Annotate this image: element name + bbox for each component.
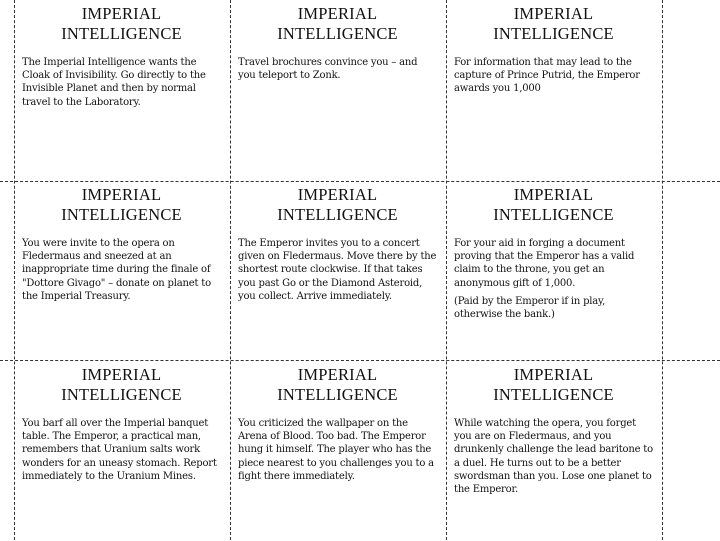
card-body: While watching the opera, you forget you are on Fledermaus, and you drunkenly challenge the lead baritone to a duel. He turns out to be a better swordsman than you. Lose one planet to the Emperor. — [454, 418, 653, 496]
card-title — [454, 185, 653, 225]
card-3 — [447, 0, 662, 180]
card-title-line1: IMPERIAL — [81, 185, 162, 204]
card-title-line2: INTELLIGENCE — [61, 205, 182, 224]
card-4 — [15, 181, 230, 361]
card-8 — [231, 361, 446, 541]
card-body: For information that may lead to the capture of Prince Putrid, the Emperor awards you 1,000 — [454, 57, 640, 95]
card-body: You criticized the wallpaper on the Arena of Blood. Too bad. The Emperor hung it himself. The player who has the piece nearest to you challenges you to a fight there immediately. — [238, 418, 434, 482]
card-title — [454, 4, 653, 44]
card-title — [454, 365, 653, 405]
card-title-line2: INTELLIGENCE — [493, 385, 614, 404]
card-1 — [15, 0, 230, 180]
card-title — [22, 4, 221, 44]
card-title-line1: IMPERIAL — [81, 365, 162, 384]
card-title-line1: IMPERIAL — [81, 4, 162, 23]
card-body: The Imperial Intelligence wants the Cloak of Invisibility. Go directly to the Invisible Planet and then by normal travel to the Laboratory. — [22, 57, 206, 108]
card-title-line1: IMPERIAL — [513, 4, 594, 23]
card-9 — [447, 361, 662, 541]
card-title — [238, 185, 437, 225]
card-title-line1: IMPERIAL — [297, 185, 378, 204]
card-body: You barf all over the Imperial banquet table. The Emperor, a practical man, remembers that Uranium salts work wonders for an uneasy stomach. Report immediately to the Uranium Mines. — [22, 418, 217, 482]
cut-line-right — [662, 0, 663, 540]
card-title-line1: IMPERIAL — [297, 365, 378, 384]
card-2 — [231, 0, 446, 180]
card-6 — [447, 181, 662, 361]
card-title-line2: INTELLIGENCE — [493, 24, 614, 43]
card-title-line2: INTELLIGENCE — [493, 205, 614, 224]
card-title-line1: IMPERIAL — [513, 365, 594, 384]
card-body: The Emperor invites you to a concert given on Fledermaus. Move there by the shortest route clockwise. If that takes you past Go or the Diamond Asteroid, you collect. Arrive immediately. — [238, 238, 437, 302]
card-title — [22, 365, 221, 405]
card-body: For your aid in forging a document proving that the Emperor has a valid claim to the throne, you get an anonymous gift of 1,000. — [454, 238, 635, 289]
card-title-line2: INTELLIGENCE — [277, 385, 398, 404]
card-title-line1: IMPERIAL — [513, 185, 594, 204]
card-title — [238, 365, 437, 405]
card-title-line2: INTELLIGENCE — [277, 205, 398, 224]
card-7 — [15, 361, 230, 541]
card-title-line2: INTELLIGENCE — [277, 24, 398, 43]
card-title-line1: IMPERIAL — [297, 4, 378, 23]
card-title — [22, 185, 221, 225]
card-title-line2: INTELLIGENCE — [61, 24, 182, 43]
card-body: You were invite to the opera on Fledermaus and sneezed at an inappropriate time during the finale of "Dottore Givago" – donate on planet to the Imperial Treasury. — [22, 238, 211, 302]
card-5 — [231, 181, 446, 361]
card-body: Travel brochures convince you – and you teleport to Zonk. — [238, 57, 418, 82]
card-title — [238, 4, 437, 44]
card-note: (Paid by the Emperor if in play, otherwise the bank.) — [454, 295, 606, 321]
card-title-line2: INTELLIGENCE — [61, 385, 182, 404]
